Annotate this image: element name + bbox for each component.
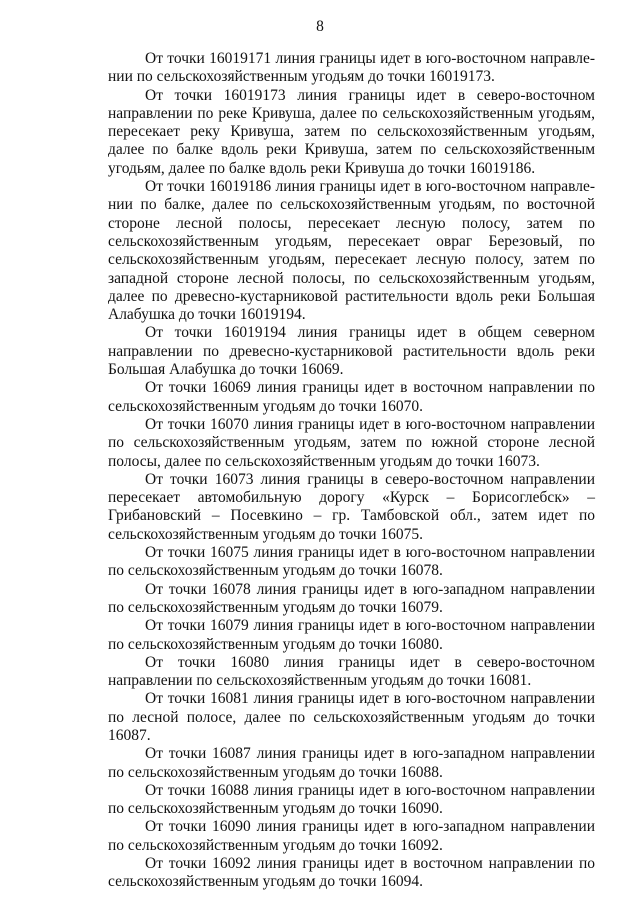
paragraph: От точки 16081 линия границы идет в юго-восточном направлении по лесной полосе, далее по сельскохозяйственным угодьям до точки 16087.	[108, 690, 595, 744]
paragraph: От точки 16070 линия границы идет в юго-восточном направлении по сельскохозяйственным угодьям, затем по южной стороне лесной полосы, далее по сельскохозяйственным угодьям до точки 16073.	[108, 415, 595, 470]
paragraph: От точки 16019173 линия границы идет в северо-восточном направлении по реке Кривуша, далее по сельскохозяйственным угодьям, пересекает реку Кривуша, затем по сельскохозяйственным угодьям, далее по балке вдоль реки Кривуша, затем по сельскохозяйственным угодьям, далее по балке вдоль реки Кривуша до точки 16019186.	[108, 86, 595, 177]
paragraph: От точки 16019171 линия границы идет в юго-восточном направлении по сельскохозяйственным угодьям до точки 16019173.	[108, 50, 595, 86]
paragraph: От точки 16080 линия границы идет в северо-восточном направлении по сельскохозяйственным угодьям до точки 16081.	[108, 653, 595, 690]
paragraph: От точки 16019194 линия границы идет в общем северном направлении по древесно-кустарниковой растительности вдоль реки Большая Алабушка до точки 16069.	[108, 324, 595, 379]
document-body	[108, 50, 595, 892]
paragraph: От точки 16087 линия границы идет в юго-западном направлении по сельскохозяйственным угодьям до точки 16088.	[108, 745, 595, 781]
paragraph: От точки 16019186 линия границы идет в юго-восточном направлении по балке, далее по сельскохозяйственным угодьям, по восточной стороне лесной полосы, пересекает лесную полосу, затем по сельскохозяйственным угодьям, пересекает овраг Березовый, по сельскохозяйственным угодьям, пересекает лесную полосу, затем по западной стороне лесной полосы, по сельскохозяйственным угодьям, далее по древесно-кустарниковой растительности вдоль реки Большая Алабушка до точки 16019194.	[108, 178, 595, 324]
paragraph: От точки 16078 линия границы идет в юго-западном направлении по сельскохозяйственным угодьям до точки 16079.	[108, 580, 595, 616]
paragraph: От точки 16092 линия границы идет в восточном направлении по сельскохозяйственным угодьям до точки 16094.	[108, 855, 595, 891]
paragraph: От точки 16090 линия границы идет в юго-западном направлении по сельскохозяйственным угодьям до точки 16092.	[108, 818, 595, 854]
paragraph: От точки 16073 линия границы в северо-восточном направлении пересекает автомобильную дорогу «Курск – Борисоглебск» – Грибановский – Посевкино – гр. Тамбовской обл., затем идет по сельскохозяйственным угодьям до точки 16075.	[108, 470, 595, 543]
page-number: 8	[316, 18, 324, 35]
paragraph: От точки 16088 линия границы идет в юго-восточном направлении по сельскохозяйственным угодьям до точки 16090.	[108, 781, 595, 818]
paragraph: От точки 16079 линия границы идет в юго-восточном направлении по сельскохозяйственным угодьям до точки 16080.	[108, 617, 595, 653]
paragraph: От точки 16069 линия границы идет в восточном направлении по сельскохозяйственным угодьям до точки 16070.	[108, 379, 595, 415]
paragraph: От точки 16075 линия границы идет в юго-восточном направлении по сельскохозяйственным угодьям до точки 16078.	[108, 544, 595, 580]
